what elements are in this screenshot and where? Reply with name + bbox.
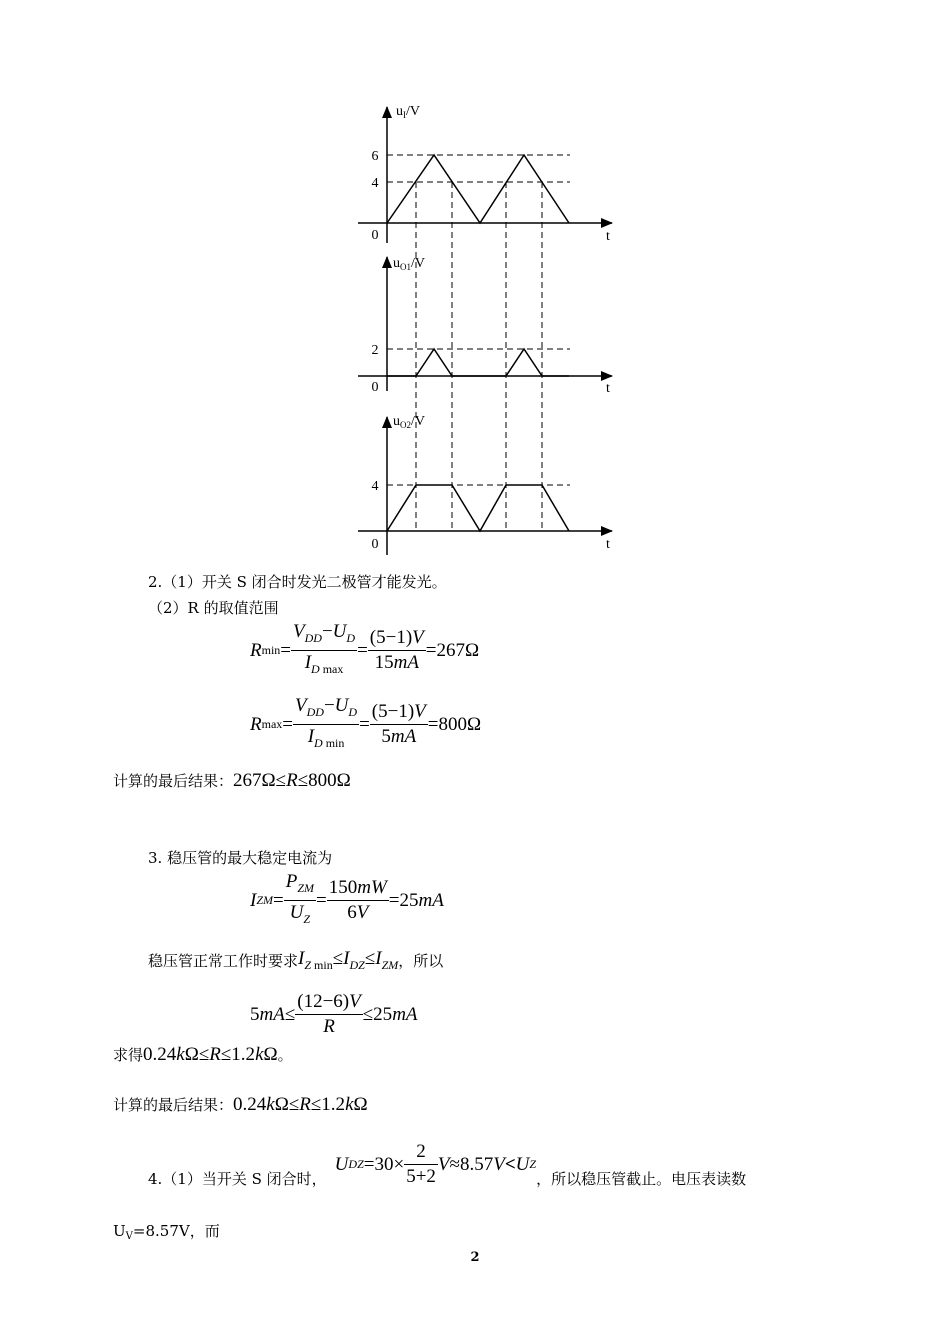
- izm-equation: I ZM = $\frac{P_{ZM}}{U_Z}$ = $\frac{150mW}{6V}$ =25 mA: [250, 871, 444, 926]
- uo1-tick-2: 2: [371, 343, 379, 358]
- page-number: 2: [470, 1250, 480, 1265]
- ui-tick-4: 4: [371, 176, 379, 191]
- uo1-t-label: t: [606, 381, 610, 396]
- q3-result: 求得 0.24kΩ≤R≤1.2kΩ 。: [113, 1044, 293, 1065]
- q3-final-result: 计算的最后结果： 0.24kΩ≤R≤1.2kΩ: [113, 1094, 368, 1115]
- uo1-origin: 0: [371, 380, 379, 395]
- rmax-equation: R max = $\frac{V_{DD}-U_D}{I_{D min}}$ = $\frac{(5-1)V}{5mA}$ =800Ω: [250, 695, 482, 750]
- q3-inequality: 5 mA ≤ $\frac{(12-6)V}{R}$ ≤25 mA: [250, 991, 418, 1037]
- q3-condition: 稳压管正常工作时要求 $I_{Z min}\le I_{DZ}\le I_{ZM}$ ，所以: [148, 948, 444, 972]
- ui-t-label: t: [606, 229, 610, 244]
- uo1-axis-label: $u_{O1}/V$: [393, 256, 425, 272]
- q2-final-result: 计算的最后结果： 267Ω≤R≤800Ω: [113, 770, 351, 791]
- rmin-equation: R min = $\frac{V_{DD}-U_D}{I_{D max}}$ = $\frac{(5-1)V}{15mA}$ =267Ω: [250, 621, 480, 676]
- q3-line1: 3. 稳压管的最大稳定电流为: [148, 849, 333, 867]
- ui-axis-label: $u_I/V$: [396, 104, 420, 120]
- q2-line1: 2.（1）开关 S 闭合时发光二极管才能发光。: [148, 573, 447, 591]
- uo2-origin: 0: [371, 537, 379, 552]
- waveform-diagram: [340, 95, 630, 560]
- ui-tick-6: 6: [371, 149, 379, 164]
- uo2-tick-4: 4: [371, 479, 379, 494]
- uo2-t-label: t: [606, 537, 610, 552]
- ui-origin: 0: [371, 228, 379, 243]
- q4-line1: 4.（1）当开关 S 闭合时， U DZ =30× $\frac{2}{5+2}$ V≈8.57V<U Z ，所以稳压管截止。电压表读数: [148, 1141, 747, 1188]
- uo2-axis-label: $u_{O2}/V$: [393, 414, 425, 430]
- q2-line2: （2）R 的取值范围: [148, 599, 279, 617]
- q4-line2: $U_V=8.57V$，而: [113, 1222, 220, 1242]
